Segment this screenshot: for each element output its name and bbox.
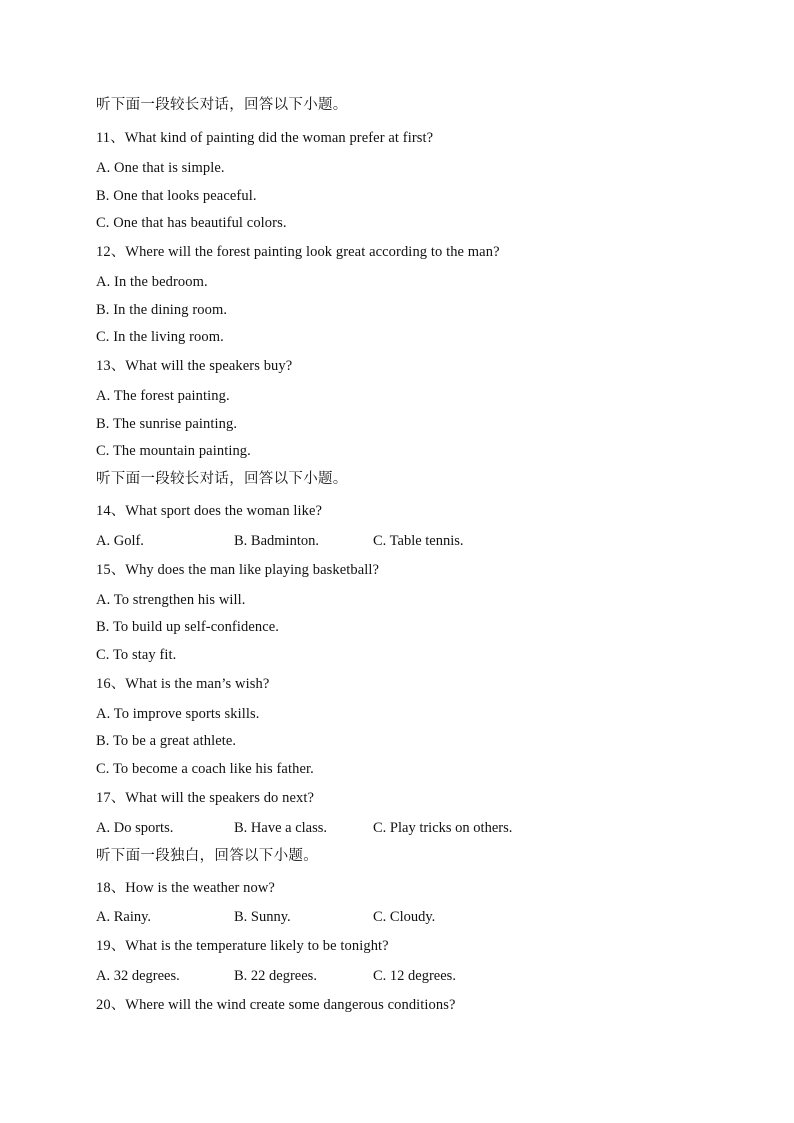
question-stem: 18、How is the weather now? [96, 880, 275, 896]
option-a: A. The forest painting. [96, 388, 230, 404]
option-a: A. Rainy. [96, 909, 152, 925]
option-b: B. To build up self-confidence. [96, 619, 280, 635]
question-stem: 11、What kind of painting did the woman prefer at first? [96, 130, 434, 146]
option-a: A. 32 degrees. [96, 968, 180, 984]
section-heading: 听下面一段较长对话，回答以下小题。 [96, 97, 348, 113]
question-stem: 20、Where will the wind create some dangerous conditions? [96, 997, 456, 1013]
option-a: A. One that is simple. [96, 160, 225, 176]
question-stem: 15、Why does the man like playing basketball? [96, 562, 380, 578]
option-a: A. In the bedroom. [96, 274, 208, 290]
option-b: B. To be a great athlete. [96, 733, 237, 749]
option-b: B. In the dining room. [96, 302, 228, 318]
option-b: B. 22 degrees. [234, 968, 317, 984]
option-c: C. In the living room. [96, 329, 224, 345]
question-stem: 17、What will the speakers do next? [96, 790, 315, 806]
option-b: B. The sunrise painting. [96, 416, 238, 432]
option-b: B. Badminton. [234, 533, 319, 549]
option-c: C. Play tricks on others. [373, 820, 513, 836]
option-b: B. Sunny. [234, 909, 291, 925]
option-c: C. Table tennis. [373, 533, 464, 549]
section-heading: 听下面一段独白，回答以下小题。 [96, 848, 318, 864]
question-stem: 19、What is the temperature likely to be tonight? [96, 938, 389, 954]
option-b: B. Have a class. [234, 820, 328, 836]
question-stem: 13、What will the speakers buy? [96, 358, 293, 374]
option-a: A. To strengthen his will. [96, 592, 246, 608]
option-c: C. One that has beautiful colors. [96, 215, 287, 231]
option-c: C. The mountain painting. [96, 443, 251, 459]
question-stem: 12、Where will the forest painting look great according to the man? [96, 244, 500, 260]
option-a: A. Do sports. [96, 820, 174, 836]
option-c: C. 12 degrees. [373, 968, 456, 984]
option-c: C. To become a coach like his father. [96, 761, 314, 777]
option-b: B. One that looks peaceful. [96, 188, 257, 204]
section-heading: 听下面一段较长对话，回答以下小题。 [96, 471, 348, 487]
option-a: A. Golf. [96, 533, 144, 549]
option-c: C. Cloudy. [373, 909, 436, 925]
question-stem: 16、What is the man’s wish? [96, 676, 270, 692]
question-stem: 14、What sport does the woman like? [96, 503, 323, 519]
option-c: C. To stay fit. [96, 647, 177, 663]
option-a: A. To improve sports skills. [96, 706, 260, 722]
